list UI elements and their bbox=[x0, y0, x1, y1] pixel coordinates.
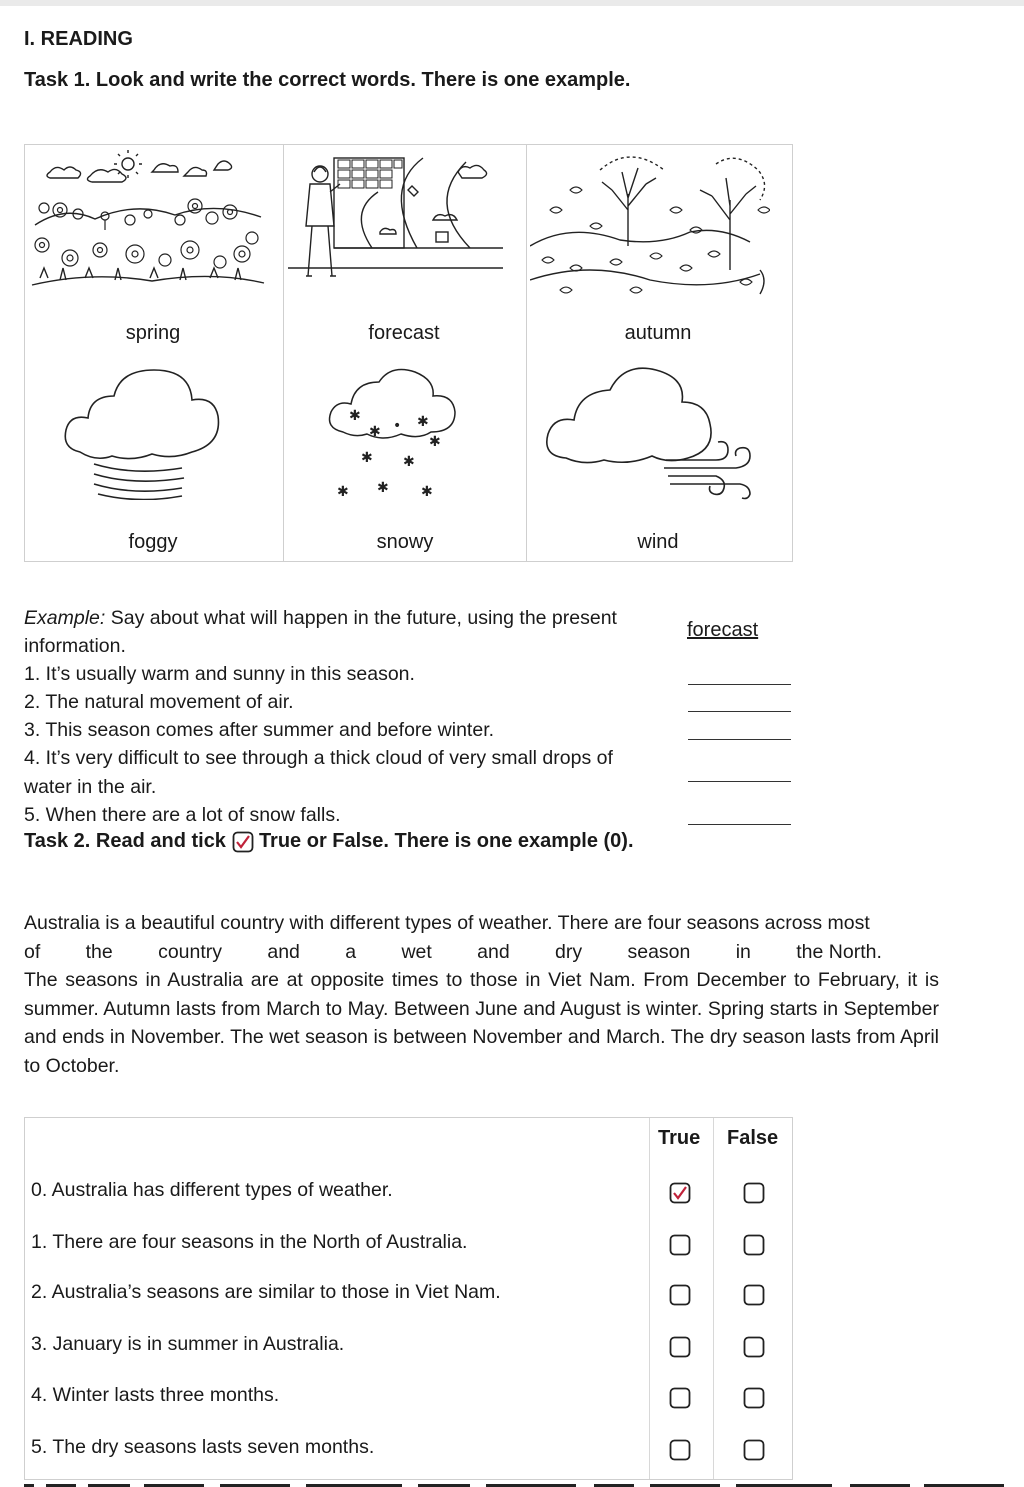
cutoff-text-fragment bbox=[24, 1482, 1014, 1487]
example-text: Say about what will happen in the future, using the present bbox=[105, 607, 617, 629]
task2-heading bbox=[24, 830, 634, 853]
answer-blank-3[interactable] bbox=[688, 739, 791, 740]
statement-4: 4. Winter lasts three months. bbox=[31, 1384, 280, 1406]
svg-text:✱: ✱ bbox=[377, 480, 389, 496]
checkbox-false-5[interactable] bbox=[743, 1439, 765, 1461]
foggy-cloud-icon bbox=[60, 366, 220, 500]
passage-word: dry bbox=[555, 940, 583, 963]
checkbox-true-2[interactable] bbox=[669, 1284, 691, 1306]
svg-text:✱: ✱ bbox=[429, 434, 441, 450]
table-divider bbox=[649, 1118, 650, 1479]
section-heading: I. READING bbox=[24, 28, 133, 50]
passage-word: and bbox=[267, 940, 300, 963]
checkbox-false-3[interactable] bbox=[743, 1336, 765, 1358]
weather-forecast-presenter-icon bbox=[288, 152, 508, 292]
question-4-cont: water in the air. bbox=[24, 776, 157, 798]
statement-3: 3. January is in summer in Australia. bbox=[31, 1333, 345, 1355]
question-5: 5. When there are a lot of snow falls. bbox=[24, 804, 341, 826]
table-divider bbox=[713, 1118, 714, 1479]
question-2: 2. The natural movement of air. bbox=[24, 691, 294, 713]
example-question-cont: information. bbox=[24, 635, 126, 657]
picture-label-wind: wind bbox=[637, 531, 679, 553]
answer-blank-5[interactable] bbox=[688, 824, 791, 825]
statement-5: 5. The dry seasons lasts seven months. bbox=[31, 1436, 375, 1458]
column-header-false: False bbox=[727, 1127, 779, 1149]
picture-label-spring: spring bbox=[125, 322, 181, 344]
question-4: 4. It’s very difficult to see through a thick cloud of very small drops of bbox=[24, 747, 613, 769]
svg-text:✱: ✱ bbox=[403, 454, 415, 470]
example-answer: forecast bbox=[687, 619, 759, 641]
passage-word: wet bbox=[401, 940, 432, 963]
answer-blank-2[interactable] bbox=[688, 711, 791, 712]
passage-word: in bbox=[735, 940, 751, 963]
svg-text:✱: ✱ bbox=[361, 450, 373, 466]
checkmark-icon bbox=[674, 1187, 686, 1198]
svg-text:✱: ✱ bbox=[337, 484, 349, 500]
question-1: 1. It’s usually warm and sunny in this season. bbox=[24, 663, 415, 685]
svg-text:✱: ✱ bbox=[417, 414, 429, 430]
svg-text:✱: ✱ bbox=[369, 424, 381, 440]
checkbox-true-5[interactable] bbox=[669, 1439, 691, 1461]
next-task-cutoff bbox=[24, 1481, 1014, 1487]
checkbox-false-0[interactable] bbox=[743, 1182, 765, 1204]
task2-heading-part1: Task 2. Read and tick bbox=[24, 830, 226, 852]
column-header-true: True bbox=[658, 1127, 701, 1149]
autumn-trees-leaves-icon bbox=[530, 150, 770, 300]
example-question bbox=[24, 604, 617, 632]
passage-word: the North. bbox=[796, 940, 882, 963]
checkbox-true-3[interactable] bbox=[669, 1336, 691, 1358]
passage-line-2 bbox=[24, 938, 882, 967]
checkbox-true-4[interactable] bbox=[669, 1387, 691, 1409]
passage-line-1 bbox=[24, 909, 939, 938]
checked-box-icon bbox=[232, 831, 254, 853]
statement-1: 1. There are four seasons in the North of Australia. bbox=[31, 1231, 468, 1253]
answer-blank-4[interactable] bbox=[688, 781, 791, 782]
task1-heading: Task 1. Look and write the correct words. There is one example. bbox=[24, 69, 631, 91]
windy-cloud-icon bbox=[544, 364, 754, 500]
picture-label-snowy: snowy bbox=[376, 531, 434, 553]
answer-blank-1[interactable] bbox=[688, 684, 791, 685]
passage-text-line-1: Australia is a beautiful country with different types of weather. There are four seasons across most bbox=[24, 912, 870, 934]
svg-text:✱: ✱ bbox=[421, 484, 433, 500]
passage-word: a bbox=[345, 940, 357, 963]
example-prefix: Example: bbox=[24, 607, 106, 629]
checkbox-true-1[interactable] bbox=[669, 1234, 691, 1256]
svg-text:•: • bbox=[393, 418, 402, 434]
checkbox-false-2[interactable] bbox=[743, 1284, 765, 1306]
passage-word: country bbox=[158, 940, 223, 963]
passage-word: of bbox=[24, 940, 41, 963]
statement-2: 2. Australia’s seasons are similar to those in Viet Nam. bbox=[31, 1281, 501, 1303]
question-3: 3. This season comes after summer and before winter. bbox=[24, 719, 495, 741]
reading-passage bbox=[24, 909, 939, 1080]
picture-label-foggy: foggy bbox=[128, 531, 178, 553]
picture-label-forecast: forecast bbox=[368, 322, 440, 344]
passage-body: The seasons in Australia are at opposite times to those in Viet Nam. From December to February, it is summer. Autumn lasts from March to May. Between June and August is winter. Spring starts in September and ends in November. The wet season is between November and March. The dry season lasts from April to October. bbox=[24, 969, 939, 1077]
checkbox-false-1[interactable] bbox=[743, 1234, 765, 1256]
page-top-edge bbox=[0, 0, 1024, 6]
checkbox-true-0[interactable] bbox=[669, 1182, 691, 1204]
snow-cloud-icon bbox=[325, 366, 465, 502]
checkbox-false-4[interactable] bbox=[743, 1387, 765, 1409]
grid-divider bbox=[283, 145, 284, 561]
grid-divider bbox=[526, 145, 527, 561]
task2-heading-part2: True or False. There is one example (0). bbox=[258, 830, 634, 852]
svg-text:✱: ✱ bbox=[349, 408, 361, 424]
passage-word: the bbox=[85, 940, 113, 963]
passage-word: season bbox=[627, 940, 691, 963]
spring-flowers-icon bbox=[30, 150, 266, 290]
picture-label-autumn: autumn bbox=[624, 322, 692, 344]
passage-word: and bbox=[477, 940, 510, 963]
statement-0: 0. Australia has different types of weather. bbox=[31, 1179, 393, 1201]
